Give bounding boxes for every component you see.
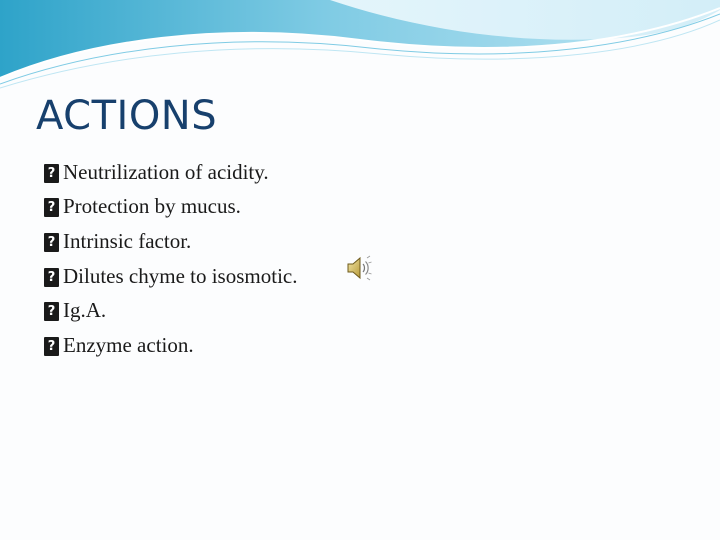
bullet-glyph-icon <box>44 302 59 321</box>
bullet-item <box>44 224 297 259</box>
bullet-glyph-icon <box>44 337 59 356</box>
bullet-text: Ig.A. <box>63 298 107 323</box>
bullet-text: Dilutes chyme to isosmotic. <box>63 263 298 288</box>
bullet-item <box>44 293 297 328</box>
bullet-glyph-icon <box>44 233 59 252</box>
bullet-text: Intrinsic factor. <box>63 228 192 253</box>
bullet-glyph-icon <box>44 198 59 217</box>
bullet-text: Protection by mucus. <box>63 194 241 219</box>
bullet-list <box>44 155 297 363</box>
header-wave-decoration <box>0 0 720 90</box>
bullet-item <box>44 155 297 190</box>
bullet-item <box>44 190 297 225</box>
bullet-glyph-icon <box>44 164 59 183</box>
bullet-item <box>44 259 297 294</box>
bullet-text: Enzyme action. <box>63 332 194 357</box>
speaker-icon[interactable] <box>346 255 372 281</box>
bullet-glyph-icon <box>44 268 59 287</box>
bullet-item <box>44 328 297 363</box>
slide-title: ACTIONS <box>36 93 218 139</box>
bullet-text: Neutrilization of acidity. <box>63 159 269 184</box>
